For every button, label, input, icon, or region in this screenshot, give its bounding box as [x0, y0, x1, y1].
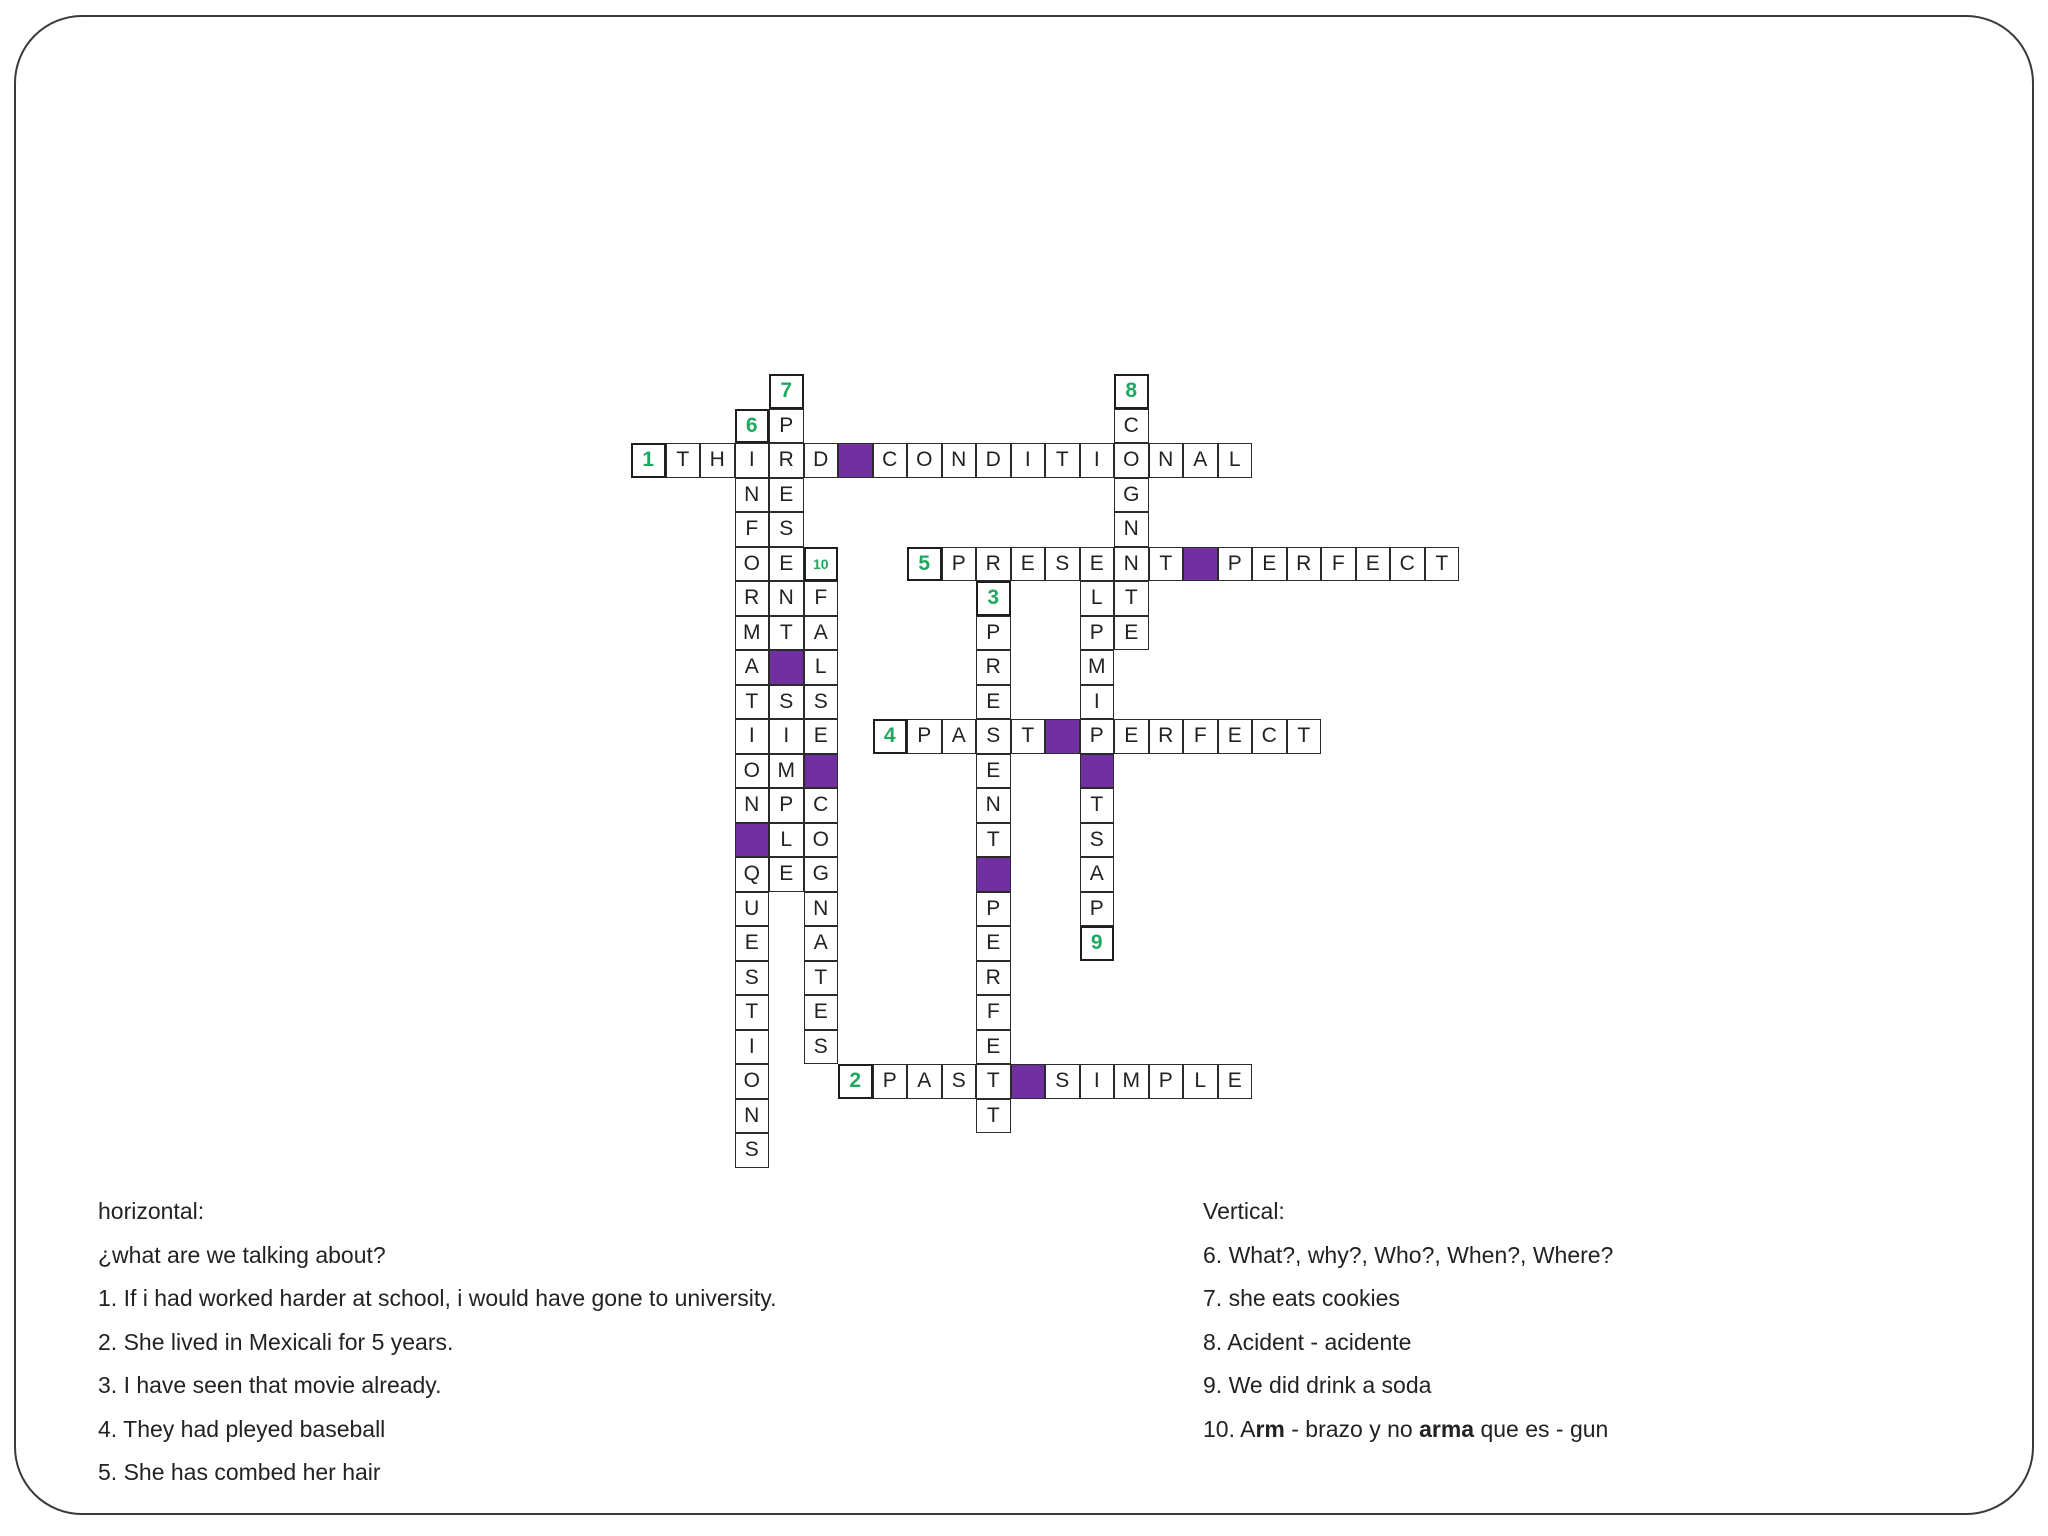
clue-10-part-a: 10. A [1203, 1415, 1256, 1442]
black-square [1183, 547, 1218, 582]
letter-cell: I [769, 719, 804, 754]
letter-cell: E [1114, 616, 1149, 651]
letter-cell: R [976, 961, 1011, 996]
letter-cell: S [804, 685, 839, 720]
letter-cell: M [1114, 1064, 1149, 1099]
clue-number-7: 7 [769, 374, 804, 409]
letter-cell: A [804, 616, 839, 651]
letter-cell: P [942, 547, 977, 582]
clue-number-5: 5 [907, 547, 942, 582]
letter-cell: M [735, 616, 770, 651]
clue-number-4: 4 [873, 719, 908, 754]
letter-cell: E [976, 685, 1011, 720]
vertical-clue-10 [1203, 1408, 1613, 1452]
horizontal-intro: ¿what are we talking about? [98, 1241, 386, 1268]
letter-cell: L [1218, 443, 1253, 478]
letter-cell: T [735, 995, 770, 1030]
clue-number-1: 1 [631, 443, 666, 478]
letter-cell: C [873, 443, 908, 478]
letter-cell: O [907, 443, 942, 478]
letter-cell: T [1114, 581, 1149, 616]
letter-cell: P [1080, 616, 1115, 651]
horizontal-clue-4: 4. They had pleyed baseball [98, 1415, 386, 1442]
black-square [1045, 719, 1080, 754]
letter-cell: L [1080, 581, 1115, 616]
letter-cell: E [769, 478, 804, 513]
letter-cell: T [769, 616, 804, 651]
letter-cell: T [1425, 547, 1460, 582]
vertical-clue-6: 6. What?, why?, Who?, When?, Where? [1203, 1241, 1614, 1268]
clue-number-9: 9 [1080, 926, 1115, 961]
letter-cell: S [1045, 1064, 1080, 1099]
letter-cell: C [1114, 409, 1149, 444]
horizontal-clue-1: 1. If i had worked harder at school, i would have gone to university. [98, 1285, 777, 1311]
letter-cell: A [907, 1064, 942, 1099]
letter-cell: S [735, 1133, 770, 1168]
letter-cell: D [976, 443, 1011, 478]
letter-cell: N [735, 788, 770, 823]
letter-cell: R [1287, 547, 1322, 582]
clue-number-3: 3 [976, 581, 1011, 616]
letter-cell: P [976, 616, 1011, 651]
black-square [1080, 754, 1115, 789]
letter-cell: I [735, 719, 770, 754]
letter-cell: R [769, 443, 804, 478]
letter-cell: T [1287, 719, 1322, 754]
letter-cell: G [804, 857, 839, 892]
letter-cell: E [804, 719, 839, 754]
letter-cell: T [804, 961, 839, 996]
clue-number-8: 8 [1114, 374, 1149, 409]
letter-cell: S [1045, 547, 1080, 582]
black-square [735, 823, 770, 858]
letter-cell: T [735, 685, 770, 720]
letter-cell: I [1080, 443, 1115, 478]
letter-cell: S [804, 1030, 839, 1065]
letter-cell: O [735, 547, 770, 582]
clue-number-2: 2 [838, 1064, 873, 1099]
clue-number-10: 10 [804, 547, 839, 582]
letter-cell: P [769, 788, 804, 823]
horizontal-heading: horizontal: [98, 1198, 205, 1224]
letter-cell: E [769, 547, 804, 582]
vertical-clue-7: 7. she eats cookies [1203, 1285, 1400, 1311]
letter-cell: R [976, 547, 1011, 582]
clue-10-part-e: que es - gun [1474, 1415, 1609, 1442]
letter-cell: E [1011, 547, 1046, 582]
letter-cell: I [735, 1030, 770, 1065]
letter-cell: S [769, 512, 804, 547]
letter-cell: E [804, 995, 839, 1030]
letter-cell: S [1080, 823, 1115, 858]
letter-cell: E [1356, 547, 1391, 582]
letter-cell: E [1114, 719, 1149, 754]
black-square [1011, 1064, 1046, 1099]
letter-cell: C [1252, 719, 1287, 754]
horizontal-clue-3: 3. I have seen that movie already. [98, 1372, 442, 1398]
clue-10-part-b: rm [1255, 1415, 1285, 1442]
letter-cell: S [735, 961, 770, 996]
letter-cell: P [873, 1064, 908, 1099]
letter-cell: A [735, 650, 770, 685]
letter-cell: E [976, 926, 1011, 961]
letter-cell: N [735, 478, 770, 513]
letter-cell: E [1080, 547, 1115, 582]
letter-cell: D [804, 443, 839, 478]
letter-cell: S [769, 685, 804, 720]
letter-cell: A [1183, 443, 1218, 478]
letter-cell: N [769, 581, 804, 616]
letter-cell: E [769, 857, 804, 892]
clue-number-6: 6 [735, 409, 770, 444]
letter-cell: E [1252, 547, 1287, 582]
letter-cell: I [1011, 443, 1046, 478]
letter-cell: I [735, 443, 770, 478]
letter-cell: E [1218, 719, 1253, 754]
letter-cell: E [976, 1030, 1011, 1065]
letter-cell: T [976, 1064, 1011, 1099]
horizontal-clue-2: 2. She lived in Mexicali for 5 years. [98, 1328, 454, 1355]
letter-cell: O [1114, 443, 1149, 478]
letter-cell: O [735, 754, 770, 789]
letter-cell: N [976, 788, 1011, 823]
vertical-heading: Vertical: [1203, 1198, 1285, 1224]
letter-cell: T [1011, 719, 1046, 754]
letter-cell: O [735, 1064, 770, 1099]
black-square [838, 443, 873, 478]
horizontal-clue-5: 5. She has combed her hair [98, 1459, 381, 1485]
letter-cell: P [907, 719, 942, 754]
letter-cell: T [976, 823, 1011, 858]
letter-cell: N [942, 443, 977, 478]
letter-cell: R [1149, 719, 1184, 754]
letter-cell: P [769, 409, 804, 444]
letter-cell: S [942, 1064, 977, 1099]
clue-10-part-c: - brazo y no [1284, 1415, 1420, 1442]
letter-cell: O [804, 823, 839, 858]
letter-cell: U [735, 892, 770, 927]
letter-cell: M [769, 754, 804, 789]
letter-cell: N [1149, 443, 1184, 478]
black-square [976, 857, 1011, 892]
letter-cell: L [1183, 1064, 1218, 1099]
letter-cell: N [735, 1099, 770, 1134]
letter-cell: N [1114, 547, 1149, 582]
letter-cell: E [976, 754, 1011, 789]
letter-cell: A [942, 719, 977, 754]
letter-cell: F [1183, 719, 1218, 754]
clue-10-part-d: arma [1419, 1415, 1475, 1442]
letter-cell: T [1045, 443, 1080, 478]
letter-cell: F [735, 512, 770, 547]
black-square [769, 650, 804, 685]
letter-cell: T [666, 443, 701, 478]
letter-cell: E [735, 926, 770, 961]
letter-cell: T [976, 1099, 1011, 1134]
vertical-clue-9: 9. We did drink a soda [1203, 1372, 1432, 1398]
letter-cell: N [804, 892, 839, 927]
vertical-clues [1203, 1190, 1613, 1451]
letter-cell: S [976, 719, 1011, 754]
letter-cell: E [1218, 1064, 1253, 1099]
letter-cell: R [735, 581, 770, 616]
letter-cell: P [1080, 892, 1115, 927]
letter-cell: G [1114, 478, 1149, 513]
letter-cell: A [1080, 857, 1115, 892]
letter-cell: I [1080, 1064, 1115, 1099]
letter-cell: F [1321, 547, 1356, 582]
letter-cell: T [1080, 788, 1115, 823]
letter-cell: I [1080, 685, 1115, 720]
letter-cell: A [804, 926, 839, 961]
letter-cell: H [700, 443, 735, 478]
letter-cell: C [1390, 547, 1425, 582]
letter-cell: P [1080, 719, 1115, 754]
letter-cell: P [1218, 547, 1253, 582]
horizontal-clues [98, 1190, 776, 1495]
letter-cell: F [976, 995, 1011, 1030]
letter-cell: M [1080, 650, 1115, 685]
letter-cell: T [1149, 547, 1184, 582]
letter-cell: P [1149, 1064, 1184, 1099]
letter-cell: L [769, 823, 804, 858]
letter-cell: Q [735, 857, 770, 892]
black-square [804, 754, 839, 789]
letter-cell: N [1114, 512, 1149, 547]
letter-cell: C [804, 788, 839, 823]
letter-cell: F [804, 581, 839, 616]
letter-cell: R [976, 650, 1011, 685]
vertical-clue-8: 8. Acident - acidente [1203, 1328, 1412, 1355]
letter-cell: P [976, 892, 1011, 927]
letter-cell: L [804, 650, 839, 685]
